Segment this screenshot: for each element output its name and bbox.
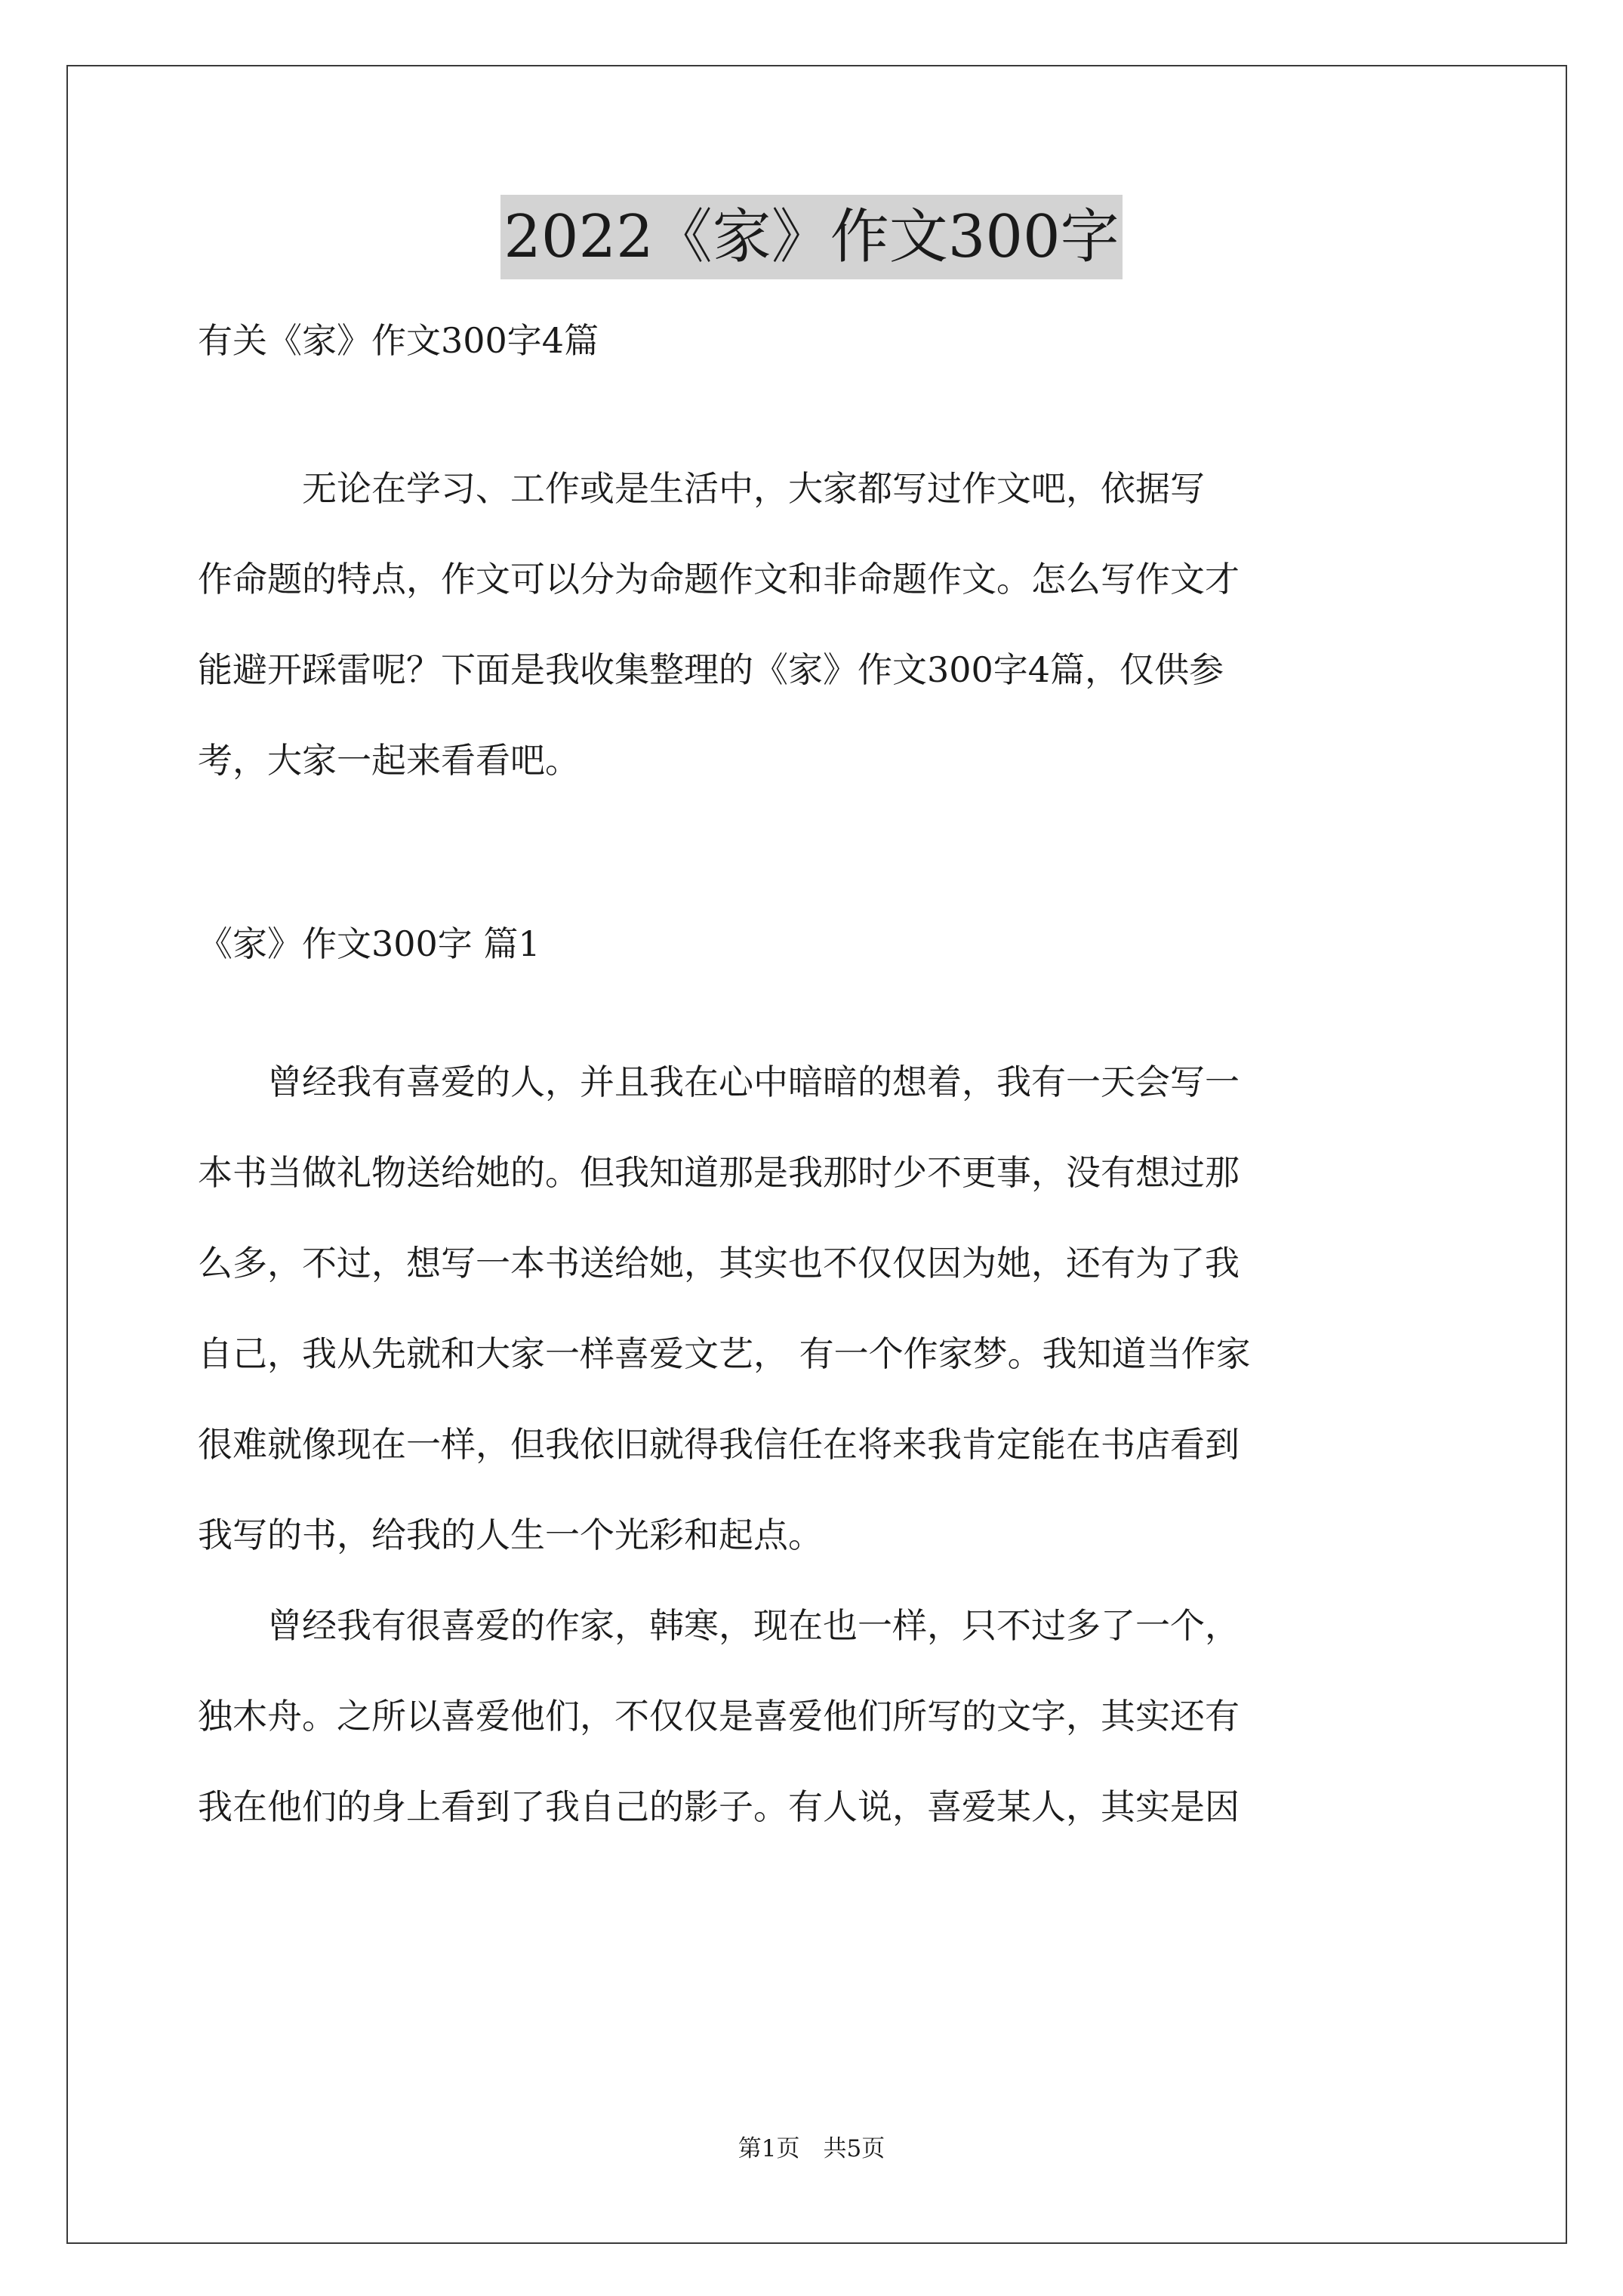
document-subtitle: 有关《家》作文300字4篇 [198, 320, 599, 361]
intro-line: 考，大家一起来看看吧。 [198, 740, 580, 781]
paragraph1-line: 么多，不过，想写一本书送给她，其实也不仅仅因为她，还有为了我 [198, 1243, 1240, 1284]
paragraph1-line: 本书当做礼物送给她的。但我知道那是我那时少不更事，没有想过那 [198, 1152, 1240, 1193]
paragraph1-line: 我写的书，给我的人生一个光彩和起点。 [198, 1515, 823, 1555]
section-heading: 《家》作文300字 篇1 [198, 923, 540, 964]
paragraph2-line: 我在他们的身上看到了我自己的影子。有人说，喜爱某人，其实是因 [198, 1786, 1240, 1827]
paragraph2-line: 独木舟。之所以喜爱他们，不仅仅是喜爱他们所写的文字，其实还有 [198, 1696, 1240, 1737]
paragraph1-line: 曾经我有喜爱的人，并且我在心中暗暗的想着，我有一天会写一 [198, 1062, 1240, 1102]
document-title: 2022《家》作文300字 [500, 195, 1122, 279]
paragraph2-line: 曾经我有很喜爱的作家，韩寒，现在也一样，只不过多了一个， [198, 1605, 1240, 1646]
intro-line: 无论在学习、工作或是生活中，大家都写过作文吧，依据写 [198, 468, 1205, 509]
paragraph1-line: 很难就像现在一样，但我依旧就得我信任在将来我肯定能在书店看到 [198, 1424, 1240, 1465]
title-container [0, 195, 1623, 279]
paragraph1-line: 自己，我从先就和大家一样喜爱文艺， 有一个作家梦。我知道当作家 [198, 1333, 1251, 1374]
intro-line: 能避开踩雷呢？下面是我收集整理的《家》作文300字4篇，仅供参 [198, 649, 1224, 690]
page-footer: 第1页 共5页 [738, 2135, 885, 2162]
intro-line: 作命题的特点，作文可以分为命题作文和非命题作文。怎么写作文才 [198, 559, 1240, 599]
